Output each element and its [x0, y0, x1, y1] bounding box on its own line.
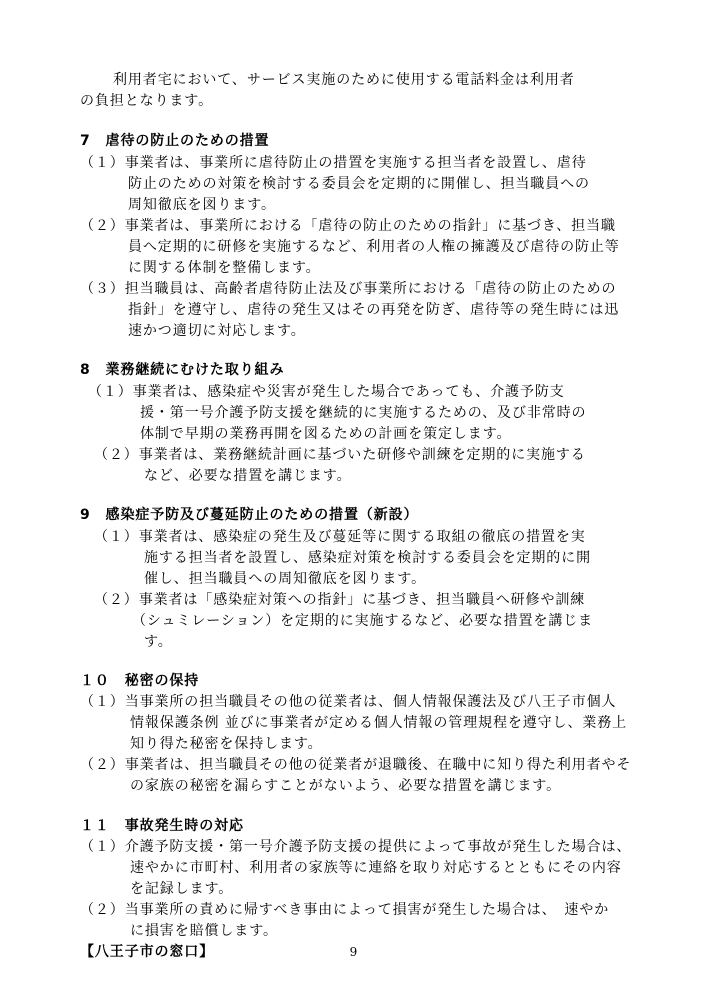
- section-8-heading: 8 業務継続にむけた取り組み: [80, 362, 285, 378]
- section-11-item-1-line: を記録します。: [130, 881, 234, 897]
- section-8-item-1-line: 体制で早期の業務再開を図るための計画を策定します。: [140, 426, 512, 442]
- section-10-heading: １０ 秘密の保持: [80, 673, 200, 689]
- section-11-item-1-line: （１）介護予防支援・第一号介護予防支援の提供によって事故が発生した場合は、: [80, 839, 632, 855]
- section-7-item-2-line: 員へ定期的に研修を実施するなど、利用者の人権の擁護及び虐待の防止等: [128, 239, 620, 255]
- section-8-item-2-line: など、必要な措置を講じます。: [144, 468, 352, 484]
- section-9-heading: 9 感染症予防及び蔓延防止のための措置（新設）: [80, 507, 419, 523]
- intro-line: の負担となります。: [80, 93, 213, 109]
- section-7-item-2-line: に関する体制を整備します。: [128, 260, 321, 276]
- section-7-item-1-line: （１）事業者は、事業所に虐待防止の措置を実施する担当者を設置し、虐待: [80, 155, 587, 171]
- section-10-item-2-line: の家族の秘密を漏らすことがないよう、必要な措置を講じます。: [130, 778, 561, 794]
- intro-line: 利用者宅において、サービス実施のために使用する電話料金は利用者: [113, 72, 575, 88]
- section-9-item-2-line: （シュミレーション）を定期的に実施するなど、必要な措置を講じま: [132, 613, 594, 629]
- section-7-item-3-line: 速かつ適切に対応します。: [128, 323, 306, 339]
- page-number: 9: [349, 945, 358, 959]
- section-9-item-1-line: 催し、担当職員への周知徹底を図ります。: [144, 571, 426, 587]
- section-10-item-2-line: （２）事業者は、担当職員その他の従業者が退職後、在職中に知り得た利用者やそ: [80, 757, 632, 773]
- hachioji-window-heading: 【八王子市の窓口】: [80, 944, 215, 960]
- section-7-item-3-line: （３）担当職員は、高齢者虐待防止法及び事業所における「虐待の防止のための: [80, 281, 617, 297]
- section-11-item-1-line: 速やかに市町村、利用者の家族等に連絡を取り対応するとともにその内容: [130, 860, 622, 876]
- section-10-item-1-line: 知り得た秘密を保持します。: [130, 736, 323, 752]
- section-8-item-2-line: （２）事業者は、業務継続計画に基づいた研修や訓練を定期的に実施する: [94, 447, 586, 463]
- section-10-item-1-line: （１）当事業所の担当職員その他の従業者は、個人情報保護法及び八王子市個人: [80, 694, 617, 710]
- section-10-item-1-line: 情報保護条例 並びに事業者が定める個人情報の管理規程を遵守し、業務上: [130, 715, 628, 731]
- section-8-item-1-line: （１）事業者は、感染症や災害が発生した場合であっても、介護予防支: [88, 384, 565, 400]
- section-7-heading: 7 虐待の防止のための措置: [80, 133, 270, 149]
- section-9-item-1-line: 施する担当者を設置し、感染症対策を検討する委員会を定期的に開: [144, 550, 591, 566]
- section-11-item-2-line: （２）当事業所の責めに帰すべき事由によって損害が発生した場合は、 速やか: [80, 902, 610, 918]
- section-7-item-1-line: 防止のための対策を検討する委員会を定期的に開催し、担当職員への: [128, 176, 590, 192]
- section-9-item-1-line: （１）事業者は、感染症の発生及び蔓延等に関する取組の徹底の措置を実: [94, 529, 586, 545]
- section-9-item-2-line: （２）事業者は「感染症対策への指針」に基づき、担当職員へ研修や訓練: [94, 592, 586, 608]
- section-8-item-1-line: 援・第一号介護予防支援を継続的に実施するための、及び非常時の: [140, 405, 587, 421]
- section-11-heading: １１ 事故発生時の対応: [80, 818, 244, 834]
- section-11-item-2-line: に損害を賠償します。: [130, 923, 278, 939]
- section-9-item-2-line: す。: [144, 634, 173, 650]
- section-7-item-2-line: （２）事業者は、事業所における「虐待の防止のための指針」に基づき、担当職: [80, 218, 616, 234]
- section-7-item-1-line: 周知徹底を図ります。: [128, 197, 276, 213]
- section-7-item-3-line: 指針」を遵守し、虐待の発生又はその再発を防ぎ、虐待等の発生時には迅: [128, 302, 620, 318]
